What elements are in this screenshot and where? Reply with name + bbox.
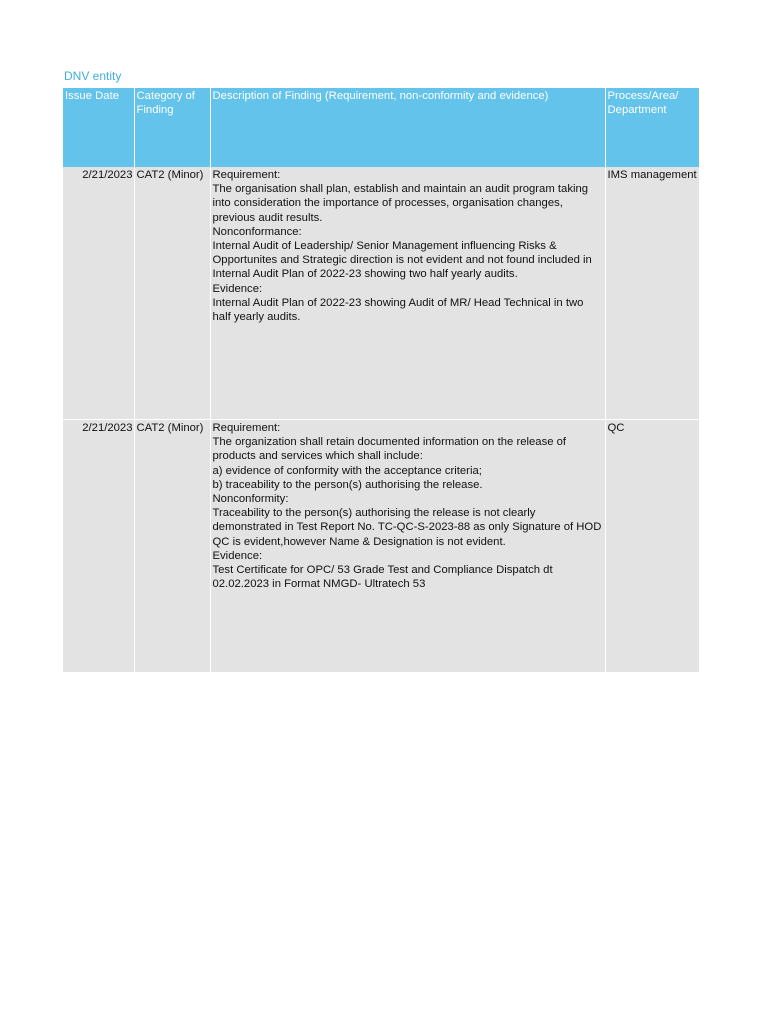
table-row <box>63 167 699 420</box>
findings-table <box>63 88 699 673</box>
description-line: The organisation shall plan, establish and maintain an audit program taking into consideration the importance of processes, organisation changes, previous audit results. <box>212 183 589 224</box>
description-cell <box>210 167 605 420</box>
header-department: Process/Area/ Department <box>605 88 699 167</box>
header-description: Description of Finding (Requirement, non-conformity and evidence) <box>210 88 605 167</box>
category-cell: CAT2 (Minor) <box>134 167 210 420</box>
description-line: a) evidence of conformity with the acceptance criteria; <box>212 464 482 477</box>
department-cell: IMS management <box>605 167 699 420</box>
entity-label: DNV entity <box>64 69 122 83</box>
description-line: Test Certificate for OPC/ 53 Grade Test and Compliance Dispatch dt 02.02.2023 in Format NMGD- Ultratech 53 <box>212 564 553 591</box>
description-line: Internal Audit Plan of 2022-23 showing Audit of MR/ Head Technical in two half yearly audits. <box>212 296 584 324</box>
table-header-row <box>63 88 699 167</box>
description-line: Evidence: <box>212 549 263 562</box>
header-issue-date: Issue Date <box>63 88 134 167</box>
description-line: Traceability to the person(s) authorising the release is not clearly demonstrated in Test Report No. TC-QC-S-2023-88 as only Signature of HOD QC is evident,however Name & Designation is not evident. <box>212 507 602 548</box>
description-line: Evidence: <box>212 282 263 295</box>
category-cell: CAT2 (Minor) <box>134 420 210 673</box>
issue-date-cell: 2/21/2023 <box>63 167 134 420</box>
header-category: Category of Finding <box>134 88 210 167</box>
description-line: Requirement: <box>212 422 281 434</box>
department-cell: QC <box>605 420 699 673</box>
description-line: The organization shall retain documented information on the release of products and services which shall include: <box>212 436 567 463</box>
description-line: Requirement: <box>212 169 281 181</box>
table-row <box>63 420 699 673</box>
description-line: Nonconformity: <box>212 493 289 506</box>
description-line: Nonconformance: <box>212 225 302 238</box>
issue-date-cell: 2/21/2023 <box>63 420 134 673</box>
description-line: b) traceability to the person(s) authorising the release. <box>212 478 483 491</box>
description-cell <box>210 420 605 673</box>
description-line: Internal Audit of Leadership/ Senior Management influencing Risks & Opportunites and Strategic direction is not evident and not found included in Internal Audit Plan of 2022-23 showing two half yearly audits. <box>212 240 592 281</box>
